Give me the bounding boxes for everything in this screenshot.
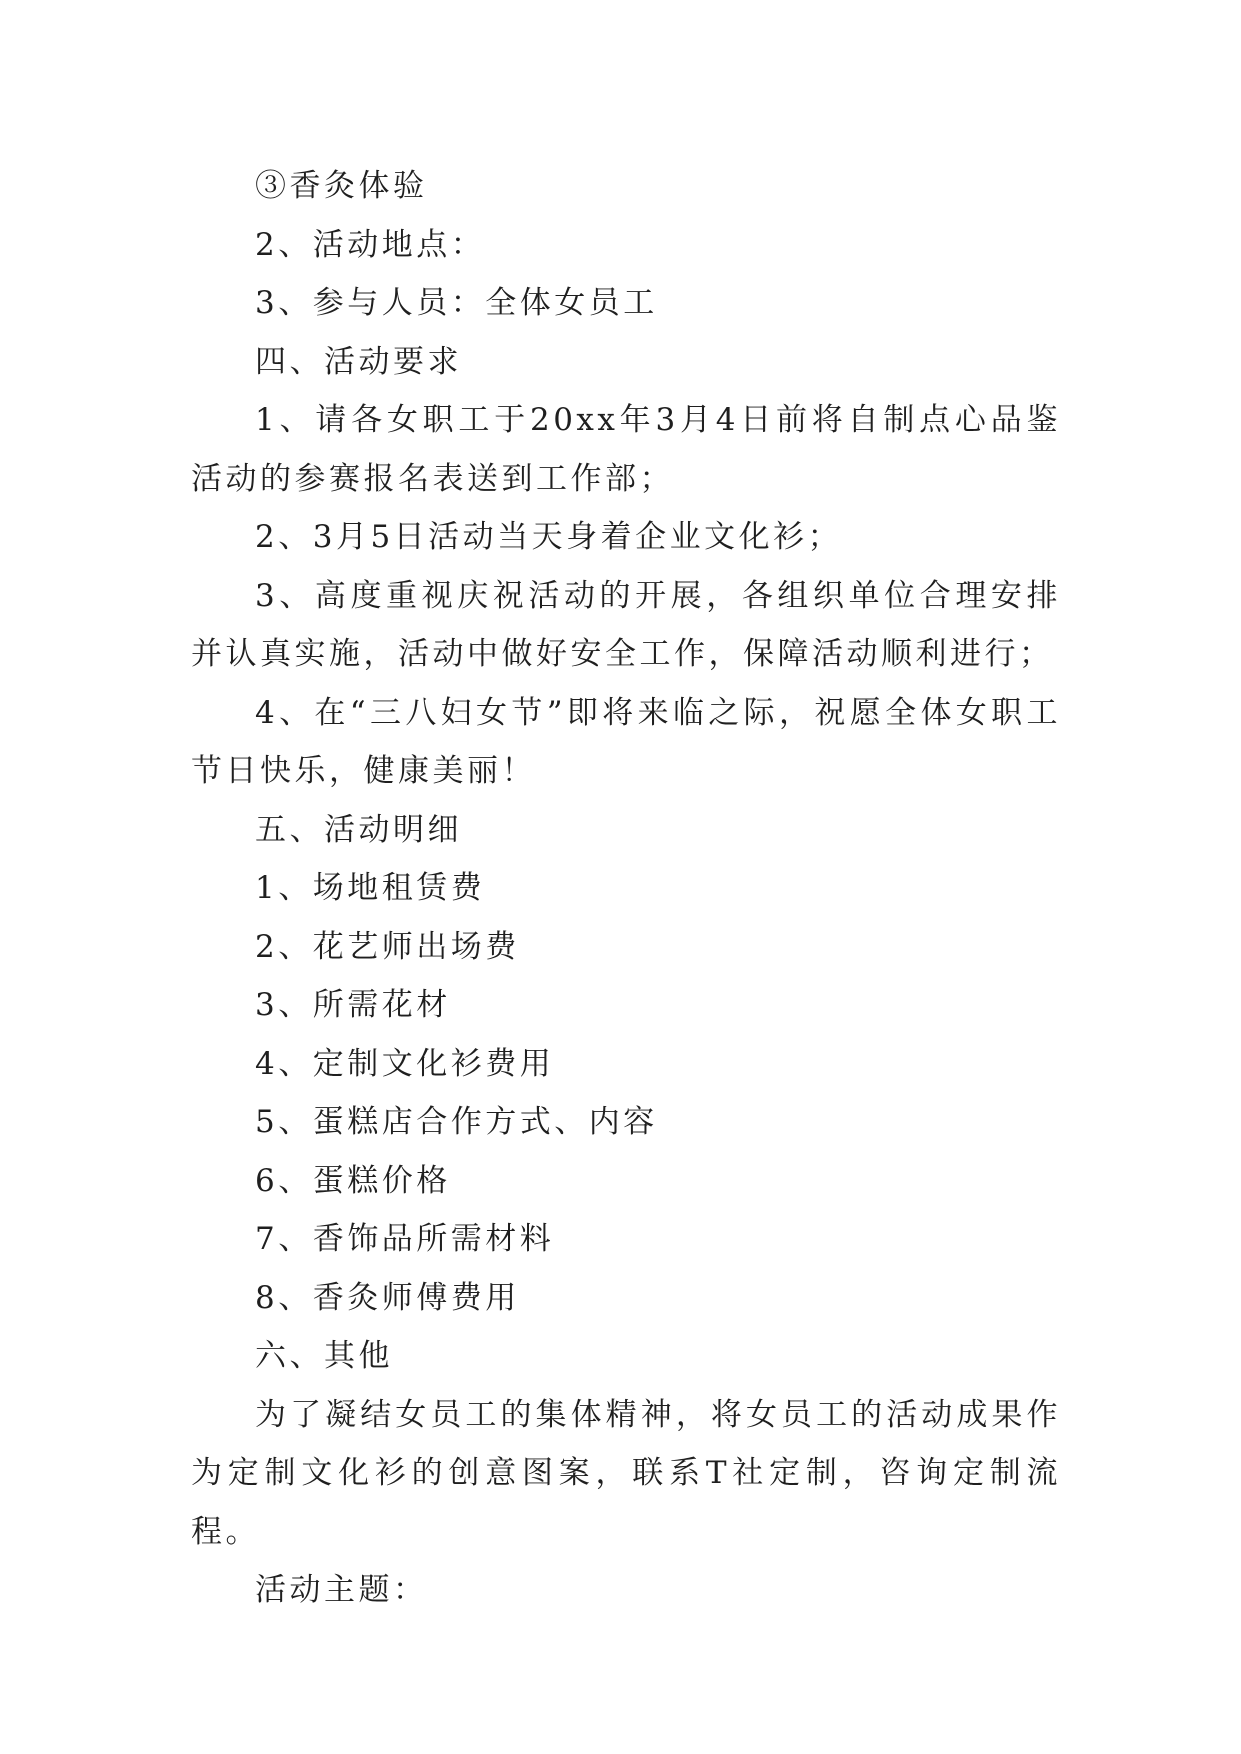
paragraph: 为了凝结女员工的集体精神，将女员工的活动成果作为定制文化衫的创意图案，联系T社定制，咨询定制流程。 [191, 1396, 1061, 1550]
list-item: 1、场地租赁费 [255, 870, 486, 906]
list-item: 8、香灸师傅费用 [255, 1279, 520, 1316]
paragraph: 3、参与人员：全体女员工 [255, 285, 658, 321]
paragraph: 3、高度重视庆祝活动的开展，各组织单位合理安排并认真实施，活动中做好安全工作，保障活动顺利进行； [191, 577, 1061, 672]
section-heading: 六、其他 [255, 1338, 393, 1374]
list-item: 6、蛋糕价格 [255, 1162, 451, 1199]
paragraph: 4、在“三八妇女节”即将来临之际，祝愿全体女职工节日快乐，健康美丽！ [191, 694, 1061, 789]
list-item: 2、花艺师出场费 [255, 928, 520, 965]
paragraph: 1、请各女职工于20xx年3月4日前将自制点心品鉴活动的参赛报名表送到工作部； [191, 402, 1061, 497]
paragraph: 2、活动地点： [255, 226, 486, 263]
paragraph: 活动主题： [255, 1572, 428, 1608]
list-item: 3、所需花材 [255, 987, 451, 1023]
paragraph: 2、3月5日活动当天身着企业文化衫； [255, 519, 843, 555]
section-heading: 四、活动要求 [255, 343, 462, 380]
list-item: 5、蛋糕店合作方式、内容 [255, 1104, 658, 1140]
list-item: 7、香饰品所需材料 [255, 1221, 555, 1257]
document-body [191, 157, 1061, 1620]
section-heading: 五、活动明细 [255, 811, 462, 848]
list-item: 4、定制文化衫费用 [255, 1045, 555, 1082]
paragraph: ③香灸体验 [255, 168, 428, 204]
